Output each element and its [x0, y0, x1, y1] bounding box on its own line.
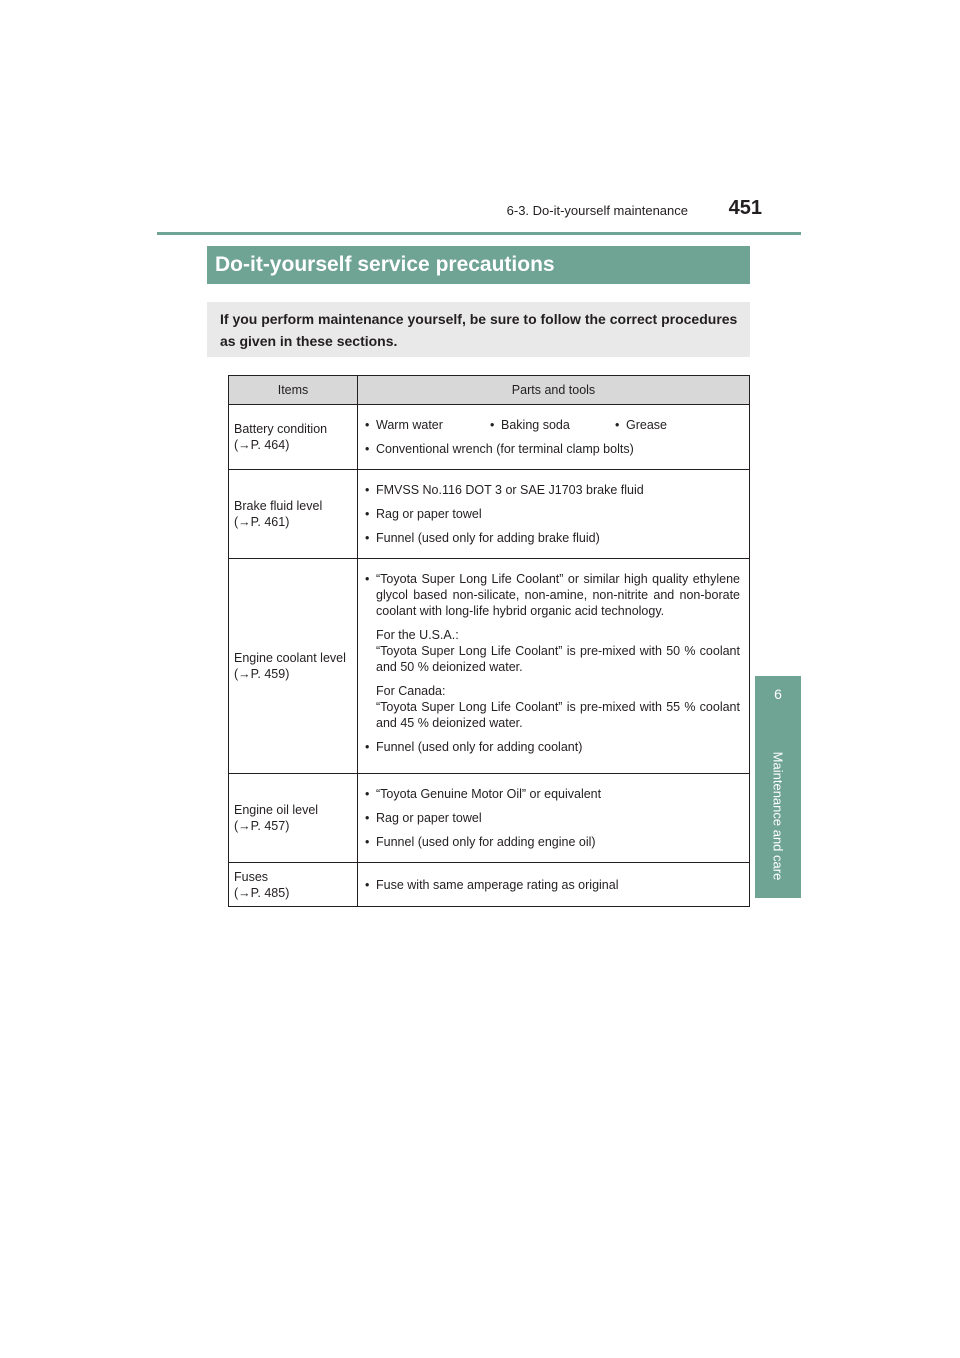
intro-box: If you perform maintenance yourself, be sure to follow the correct procedures as given in these sections. [207, 302, 750, 357]
page-reference: (→P. 485) [234, 885, 290, 900]
chapter-number: 6 [774, 686, 782, 702]
header-rule [157, 232, 801, 235]
list-item: • Fuse with same amperage rating as original [365, 877, 740, 893]
maintenance-table [228, 375, 750, 907]
list-item: • Warm water [365, 417, 490, 433]
list-item: • Rag or paper towel [365, 506, 740, 522]
item-cell [229, 559, 358, 774]
header-parts-and-tools: Parts and tools [358, 376, 750, 405]
list-item: • Rag or paper towel [365, 810, 740, 826]
parts-cell [358, 470, 750, 559]
list-item: • Funnel (used only for adding brake fluid) [365, 530, 740, 546]
item-cell [229, 774, 358, 863]
item-name: Brake fluid level [234, 499, 323, 513]
note-label: For Canada: [376, 684, 446, 698]
list-item: • Conventional wrench (for terminal clamp bolts) [365, 441, 740, 457]
item-cell [229, 470, 358, 559]
chapter-title: Maintenance and care [770, 751, 786, 881]
section-title: Do-it-yourself service precautions [215, 253, 555, 276]
page-reference: (→P. 457) [234, 819, 290, 833]
running-head: 6-3. Do-it-yourself maintenance [506, 203, 688, 218]
table-row [229, 774, 750, 863]
list-item: • Funnel (used only for adding engine oil) [365, 834, 740, 850]
parts-inline-list [365, 417, 740, 433]
list-item: • Funnel (used only for adding coolant) [365, 739, 740, 755]
item-cell [229, 863, 358, 907]
header-items: Items [229, 376, 358, 405]
note-canada [376, 683, 740, 731]
list-item: • “Toyota Super Long Life Coolant” or similar high quality ethylene glycol based non-silicate, non-amine, non-nitrite and non-borate coolant with long-life hybrid organic acid technology. [365, 571, 740, 619]
parts-cell [358, 774, 750, 863]
note-text: “Toyota Super Long Life Coolant” is pre-mixed with 55 % coolant and 45 % deionized water. [376, 700, 740, 730]
table-row [229, 470, 750, 559]
item-name: Engine oil level [234, 803, 319, 817]
page-number: 451 [728, 197, 762, 219]
list-item: • FMVSS No.116 DOT 3 or SAE J1703 brake fluid [365, 482, 740, 498]
table-row [229, 863, 750, 907]
section-banner [207, 246, 750, 284]
note-text: “Toyota Super Long Life Coolant” is pre-mixed with 50 % coolant and 50 % deionized water. [376, 644, 740, 674]
list-item: • Grease [615, 417, 740, 433]
item-name: Engine coolant level [234, 651, 346, 665]
note-label: For the U.S.A.: [376, 628, 459, 642]
table-row [229, 559, 750, 774]
item-name: Battery condition [234, 422, 328, 436]
table-header-row [229, 376, 750, 405]
table-row [229, 405, 750, 470]
list-item: • Baking soda [490, 417, 615, 433]
page-reference: (→P. 464) [234, 438, 290, 452]
page-reference: (→P. 461) [234, 515, 290, 529]
note-usa [376, 627, 740, 675]
list-item: • “Toyota Genuine Motor Oil” or equivalent [365, 786, 740, 802]
item-name: Fuses [234, 869, 269, 884]
parts-cell [358, 863, 750, 907]
parts-cell [358, 559, 750, 774]
parts-cell [358, 405, 750, 470]
item-cell [229, 405, 358, 470]
page-reference: (→P. 459) [234, 667, 290, 681]
